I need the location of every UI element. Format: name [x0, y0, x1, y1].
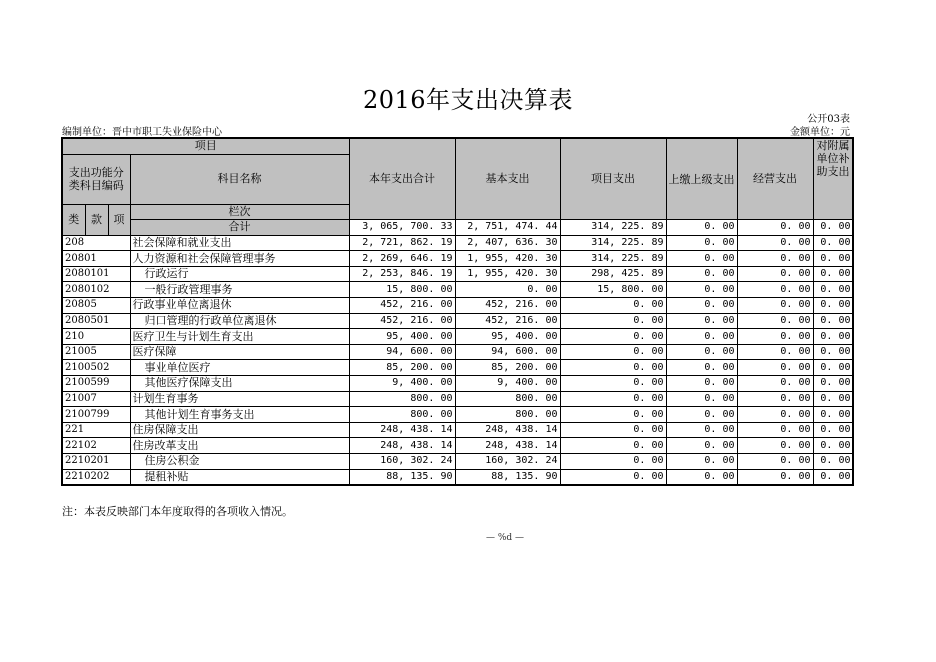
- row-code: 2100799: [62, 407, 130, 423]
- row-subject-name: 其他计划生育事务支出: [130, 407, 349, 423]
- total-cell: 0. 00: [813, 220, 853, 236]
- row-value: 9, 400. 00: [349, 376, 455, 392]
- table-row: [62, 251, 853, 267]
- row-code: 22102: [62, 438, 130, 454]
- row-value: 800. 00: [455, 407, 560, 423]
- row-subject-name: 归口管理的行政单位离退休: [130, 313, 349, 329]
- table-row: [62, 376, 853, 392]
- row-subject-name: 计划生育事务: [130, 391, 349, 407]
- header-total: 本年支出合计: [349, 138, 455, 220]
- row-value: 248, 438. 14: [349, 438, 455, 454]
- row-value: 0. 00: [666, 344, 737, 360]
- table-row: [62, 360, 853, 376]
- row-value: 0. 00: [560, 407, 666, 423]
- row-code: 210: [62, 329, 130, 345]
- table-row: [62, 282, 853, 298]
- row-value: 0. 00: [560, 391, 666, 407]
- row-subject-name: 事业单位医疗: [130, 360, 349, 376]
- row-code: 2080101: [62, 266, 130, 282]
- row-value: 95, 400. 00: [349, 329, 455, 345]
- table-note: 注：本表反映部门本年度取得的各项收入情况。: [62, 505, 293, 518]
- page-footer: — %d —: [485, 533, 525, 543]
- table-row: [62, 344, 853, 360]
- form-code: 公开03表: [807, 114, 850, 125]
- row-subject-name: 住房公积金: [130, 454, 349, 470]
- row-value: 800. 00: [349, 407, 455, 423]
- row-value: 0. 00: [813, 438, 853, 454]
- row-value: 0. 00: [666, 407, 737, 423]
- header-subject-name: 科目名称: [130, 154, 349, 204]
- row-value: 0. 00: [560, 454, 666, 470]
- page-title: 2016年支出决算表: [362, 86, 574, 114]
- row-subject-name: 提租补贴: [130, 469, 349, 485]
- row-value: 0. 00: [813, 344, 853, 360]
- row-code: 2210202: [62, 469, 130, 485]
- row-value: 1, 955, 420. 30: [455, 251, 560, 267]
- row-code: 21007: [62, 391, 130, 407]
- row-value: 0. 00: [666, 298, 737, 314]
- row-subject-name: 行政运行: [130, 266, 349, 282]
- row-value: 0. 00: [560, 469, 666, 485]
- row-subject-name: 行政事业单位离退休: [130, 298, 349, 314]
- total-cell: 314, 225. 89: [560, 220, 666, 236]
- row-value: 0. 00: [560, 422, 666, 438]
- header-project: 项目: [62, 138, 349, 154]
- total-cell: 3, 065, 700. 33: [349, 220, 455, 236]
- row-value: 0. 00: [666, 266, 737, 282]
- row-value: 0. 00: [666, 282, 737, 298]
- row-code: 2080501: [62, 313, 130, 329]
- row-value: 0. 00: [560, 298, 666, 314]
- row-code: 20805: [62, 298, 130, 314]
- header-subsidy: 对附属单位补助支出: [813, 138, 853, 220]
- row-value: 0. 00: [813, 266, 853, 282]
- row-value: 0. 00: [666, 376, 737, 392]
- row-value: 0. 00: [737, 454, 813, 470]
- table-row: [62, 313, 853, 329]
- row-code: 208: [62, 235, 130, 251]
- table-row: [62, 407, 853, 423]
- row-value: 0. 00: [813, 422, 853, 438]
- row-value: 800. 00: [349, 391, 455, 407]
- row-value: 94, 600. 00: [455, 344, 560, 360]
- row-value: 314, 225. 89: [560, 235, 666, 251]
- row-value: 0. 00: [560, 344, 666, 360]
- row-value: 0. 00: [666, 422, 737, 438]
- row-value: 452, 216. 00: [349, 298, 455, 314]
- row-value: 2, 269, 646. 19: [349, 251, 455, 267]
- row-value: 0. 00: [666, 454, 737, 470]
- table-row: [62, 438, 853, 454]
- table-row: [62, 391, 853, 407]
- header-lanci: 栏次: [130, 204, 349, 220]
- row-value: 88, 135. 90: [455, 469, 560, 485]
- row-subject-name: 医疗卫生与计划生育支出: [130, 329, 349, 345]
- row-value: 0. 00: [666, 469, 737, 485]
- row-value: 0. 00: [813, 313, 853, 329]
- header-project-expenditure: 项目支出: [560, 138, 666, 220]
- row-value: 0. 00: [813, 376, 853, 392]
- row-value: 95, 400. 00: [455, 329, 560, 345]
- row-value: 0. 00: [813, 360, 853, 376]
- row-value: 0. 00: [560, 360, 666, 376]
- table-row: [62, 266, 853, 282]
- row-value: 298, 425. 89: [560, 266, 666, 282]
- row-code: 2100502: [62, 360, 130, 376]
- row-value: 0. 00: [666, 360, 737, 376]
- unit-label: 金额单位：元: [790, 127, 850, 138]
- row-value: 15, 800. 00: [349, 282, 455, 298]
- table-row: [62, 235, 853, 251]
- row-value: 800. 00: [455, 391, 560, 407]
- row-value: 0. 00: [666, 251, 737, 267]
- row-value: 2, 253, 846. 19: [349, 266, 455, 282]
- row-value: 0. 00: [813, 407, 853, 423]
- row-value: 0. 00: [560, 313, 666, 329]
- row-value: 0. 00: [813, 391, 853, 407]
- row-subject-name: 社会保障和就业支出: [130, 235, 349, 251]
- total-label: 合计: [130, 220, 349, 236]
- row-value: 0. 00: [737, 344, 813, 360]
- row-value: 9, 400. 00: [455, 376, 560, 392]
- header-basic: 基本支出: [455, 138, 560, 220]
- row-value: 94, 600. 00: [349, 344, 455, 360]
- row-subject-name: 住房改革支出: [130, 438, 349, 454]
- row-value: 0. 00: [737, 282, 813, 298]
- row-subject-name: 其他医疗保障支出: [130, 376, 349, 392]
- row-value: 0. 00: [737, 391, 813, 407]
- row-subject-name: 人力资源和社会保障管理事务: [130, 251, 349, 267]
- row-subject-name: 医疗保障: [130, 344, 349, 360]
- org-label: 编制单位：晋中市职工失业保险中心: [62, 127, 222, 138]
- row-value: 0. 00: [813, 454, 853, 470]
- row-value: 0. 00: [813, 235, 853, 251]
- row-value: 85, 200. 00: [455, 360, 560, 376]
- row-value: 0. 00: [737, 329, 813, 345]
- row-value: 0. 00: [666, 391, 737, 407]
- row-subject-name: 一般行政管理事务: [130, 282, 349, 298]
- table-row: [62, 298, 853, 314]
- row-value: 0. 00: [813, 282, 853, 298]
- row-value: 2, 721, 862. 19: [349, 235, 455, 251]
- header-upper-payment: 上缴上级支出: [666, 138, 737, 220]
- row-value: 0. 00: [737, 298, 813, 314]
- row-value: 452, 216. 00: [455, 298, 560, 314]
- row-value: 248, 438. 14: [455, 438, 560, 454]
- row-value: 0. 00: [737, 266, 813, 282]
- table-row: [62, 454, 853, 470]
- row-value: 452, 216. 00: [349, 313, 455, 329]
- total-cell: 0. 00: [666, 220, 737, 236]
- row-code: 2100599: [62, 376, 130, 392]
- row-value: 0. 00: [666, 329, 737, 345]
- row-value: 248, 438. 14: [349, 422, 455, 438]
- row-code: 2210201: [62, 454, 130, 470]
- row-value: 0. 00: [737, 438, 813, 454]
- row-value: 0. 00: [737, 422, 813, 438]
- row-value: 0. 00: [455, 282, 560, 298]
- row-value: 0. 00: [737, 235, 813, 251]
- row-value: 0. 00: [737, 407, 813, 423]
- row-value: 85, 200. 00: [349, 360, 455, 376]
- row-value: 160, 302. 24: [455, 454, 560, 470]
- header-kuan: 款: [85, 204, 108, 235]
- row-value: 0. 00: [560, 376, 666, 392]
- row-value: 248, 438. 14: [455, 422, 560, 438]
- row-value: 314, 225. 89: [560, 251, 666, 267]
- row-value: 0. 00: [666, 313, 737, 329]
- row-value: 0. 00: [813, 329, 853, 345]
- row-code: 21005: [62, 344, 130, 360]
- table-row: [62, 469, 853, 485]
- row-value: 0. 00: [737, 313, 813, 329]
- row-subject-name: 住房保障支出: [130, 422, 349, 438]
- row-code: 2080102: [62, 282, 130, 298]
- row-value: 0. 00: [737, 469, 813, 485]
- table-row: [62, 422, 853, 438]
- total-cell: 0. 00: [737, 220, 813, 236]
- row-value: 452, 216. 00: [455, 313, 560, 329]
- row-value: 0. 00: [737, 251, 813, 267]
- table-row: [62, 329, 853, 345]
- row-value: 0. 00: [813, 251, 853, 267]
- row-code: 221: [62, 422, 130, 438]
- row-value: 0. 00: [560, 438, 666, 454]
- header-func-code: 支出功能分类科目编码: [62, 154, 130, 204]
- total-cell: 2, 751, 474. 44: [455, 220, 560, 236]
- row-code: 20801: [62, 251, 130, 267]
- row-value: 0. 00: [813, 469, 853, 485]
- expenditure-table: [61, 137, 854, 486]
- row-value: 2, 407, 636. 30: [455, 235, 560, 251]
- row-value: 1, 955, 420. 30: [455, 266, 560, 282]
- header-lei: 类: [62, 204, 85, 235]
- row-value: 0. 00: [666, 235, 737, 251]
- header-xiang: 项: [108, 204, 130, 235]
- row-value: 0. 00: [560, 329, 666, 345]
- row-value: 0. 00: [737, 376, 813, 392]
- header-operating: 经营支出: [737, 138, 813, 220]
- row-value: 160, 302. 24: [349, 454, 455, 470]
- row-value: 88, 135. 90: [349, 469, 455, 485]
- row-value: 15, 800. 00: [560, 282, 666, 298]
- row-value: 0. 00: [813, 298, 853, 314]
- row-value: 0. 00: [737, 360, 813, 376]
- row-value: 0. 00: [666, 438, 737, 454]
